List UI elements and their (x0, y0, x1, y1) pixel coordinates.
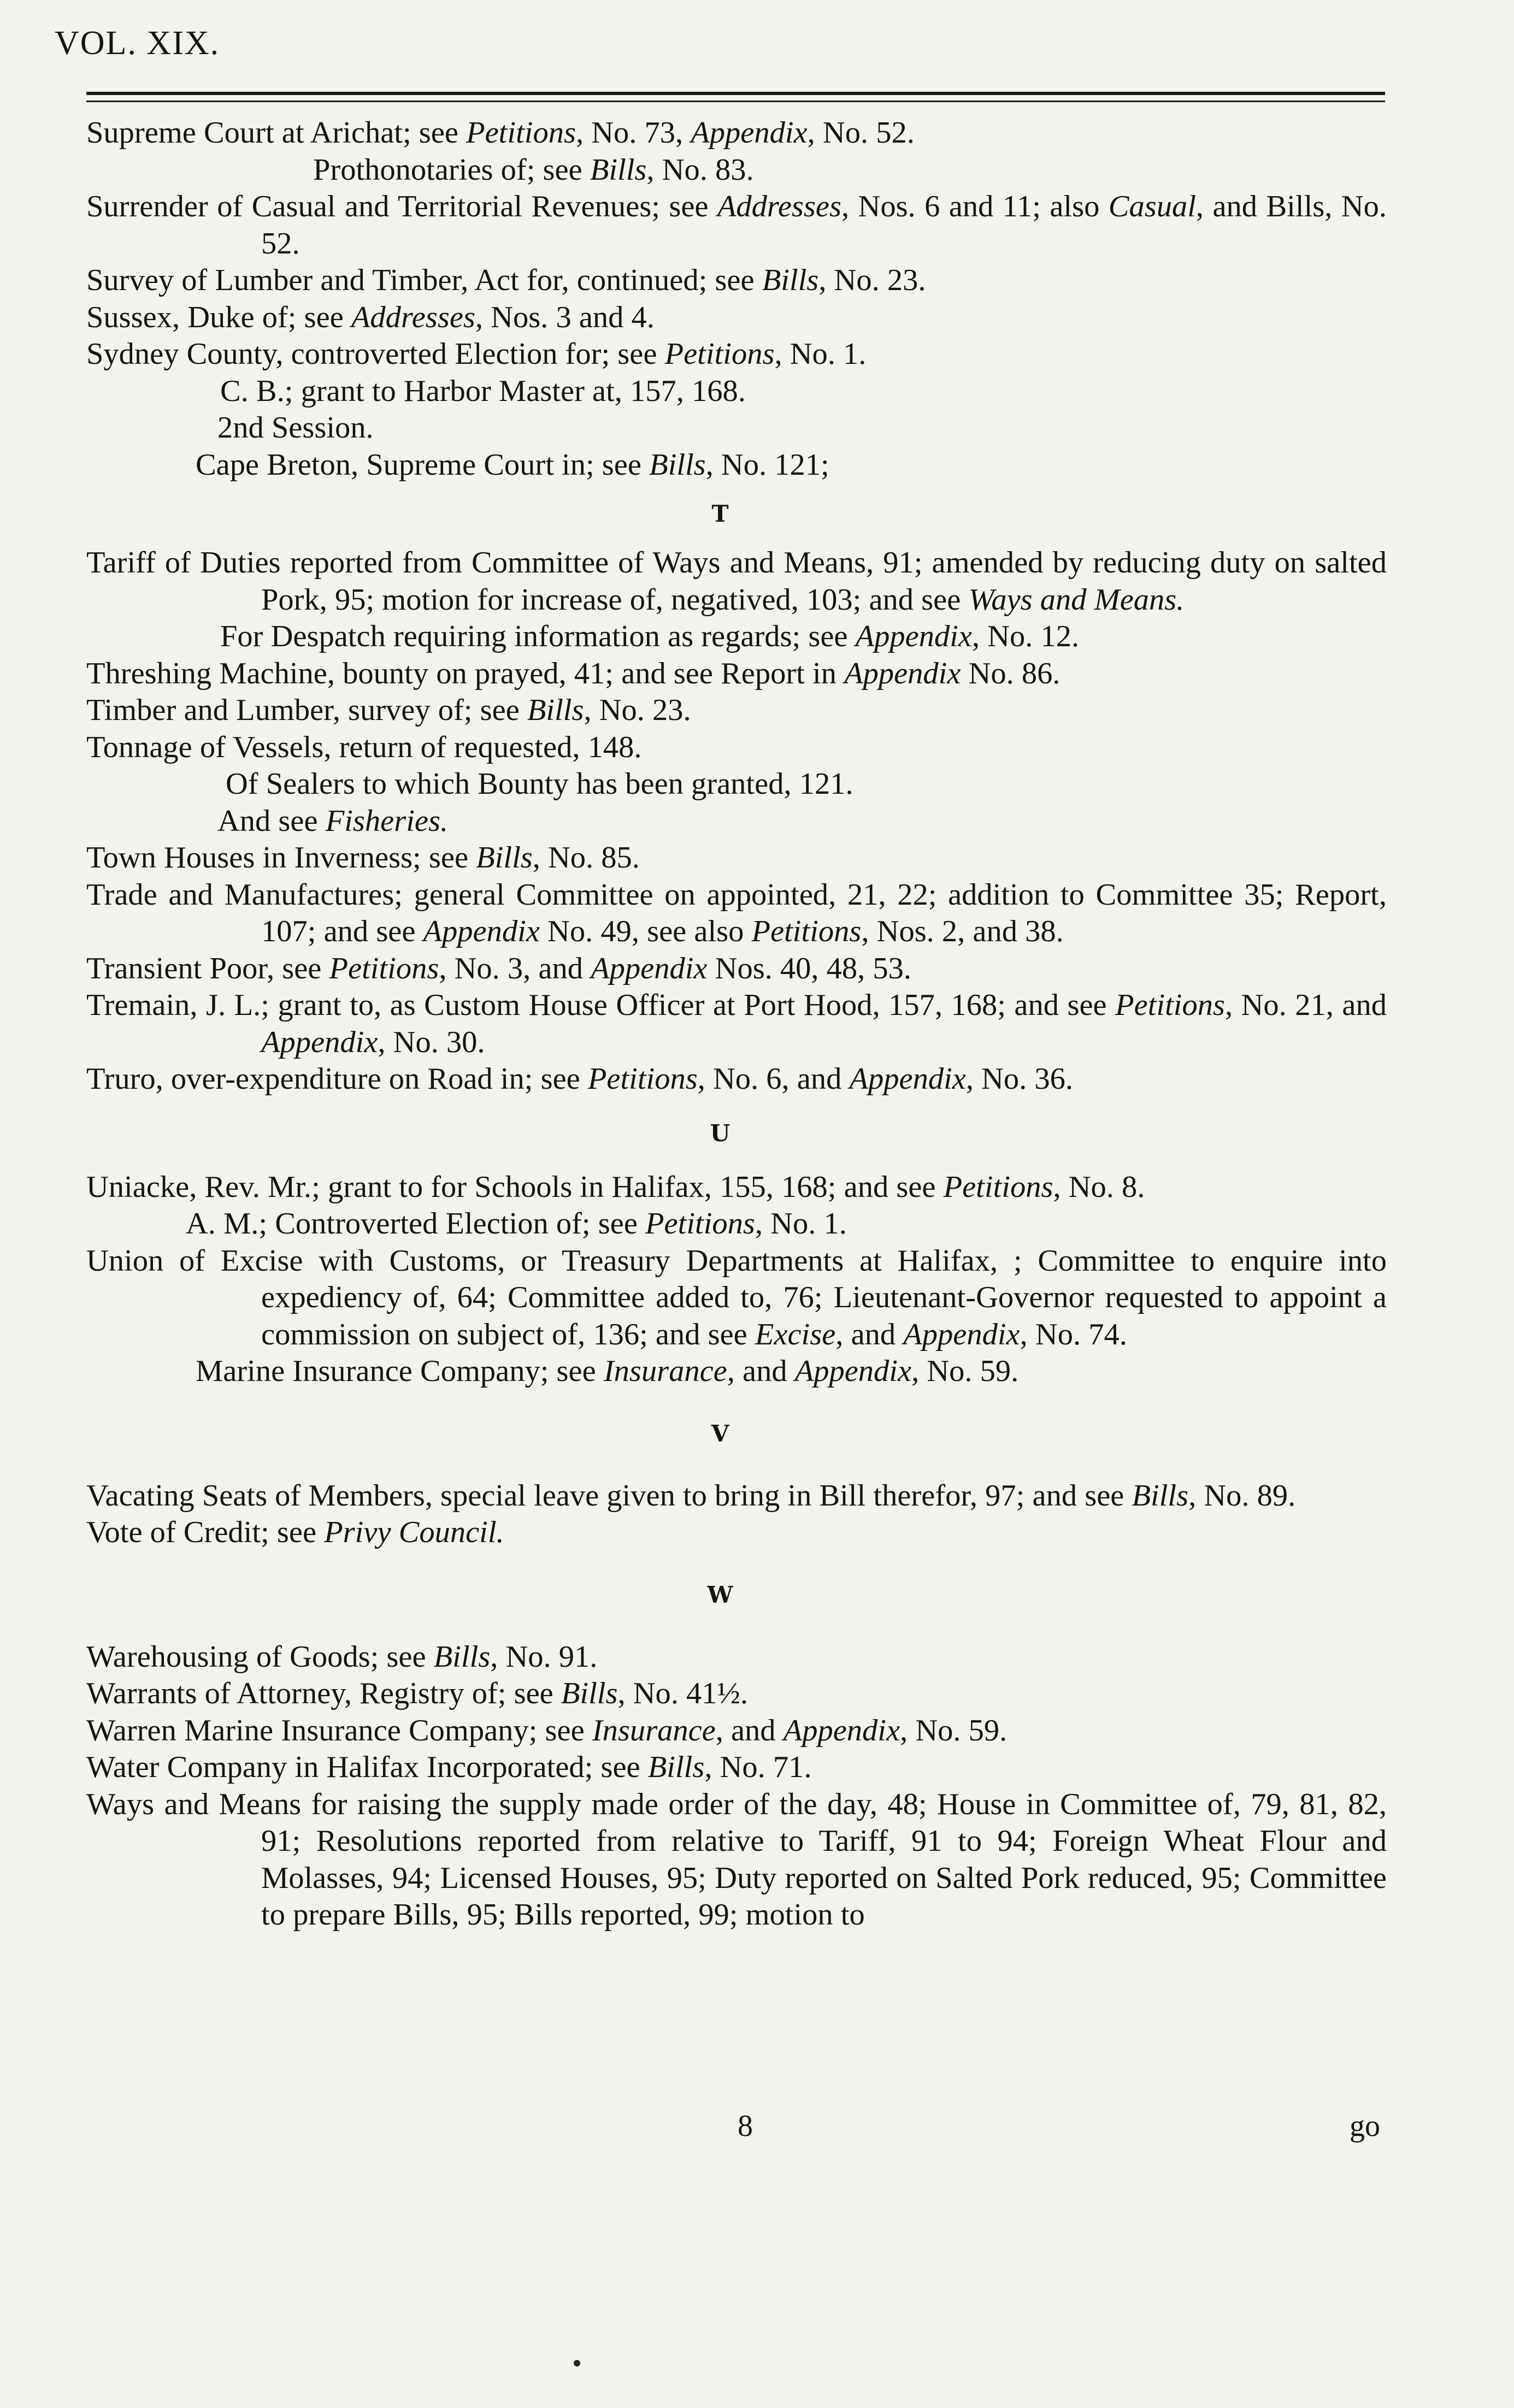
index-entry: Tremain, J. L.; grant to, as Custom House Officer at Port Hood, 157, 168; and see Petitions, No. 21, and Appendix, No. 30. (86, 988, 1387, 1059)
index-entry: Water Company in Halifax Incorporated; see Bills, No. 71. (86, 1750, 812, 1784)
index-subentry: 2nd Session. (217, 411, 374, 445)
index-entry: Town Houses in Inverness; see Bills, No. 85. (86, 841, 640, 875)
index-subentry: Of Sealers to which Bounty has been granted, 121. (226, 767, 853, 801)
index-subentry: For Despatch requiring information as regards; see Appendix, No. 12. (220, 619, 1080, 653)
index-entry: Ways and Means for raising the supply made order of the day, 48; House in Committee of, 79, 81, 82, 91; Resolutions reported from relative to Tariff, 91 to 94; Foreign Wheat Flour and Molasses, 94; Licensed Houses, 95; Duty reported on Salted Pork reduced, 95; Committee to prepare Bills, 95; Bills reported, 99; motion to (86, 1787, 1387, 1932)
index-entry: Transient Poor, see Petitions, No. 3, and Appendix Nos. 40, 48, 53. (86, 951, 912, 985)
index-entry: Sussex, Duke of; see Addresses, Nos. 3 and 4. (86, 300, 655, 334)
page-number: 8 (738, 2109, 753, 2143)
index-entry: Warrants of Attorney, Registry of; see Bills, No. 41½. (86, 1677, 749, 1710)
header-rule-thin (86, 101, 1385, 102)
index-entry: Warren Marine Insurance Company; see Insurance, and Appendix, No. 59. (86, 1713, 1008, 1748)
index-entry: Supreme Court at Arichat; see Petitions, No. 73, Appendix, No. 52. (86, 116, 915, 150)
index-entry: Vote of Credit; see Privy Council. (86, 1515, 504, 1549)
volume-header: VOL. XIX. (55, 25, 220, 62)
index-body (86, 115, 1387, 1934)
index-subentry: Marine Insurance Company; see Insurance, and Appendix, No. 59. (196, 1354, 1019, 1388)
index-entry: Timber and Lumber, survey of; see Bills, No. 23. (86, 693, 691, 727)
section-letter-u: U (710, 1119, 731, 1147)
index-entry: Trade and Manufactures; general Committee on appointed, 21, 22; addition to Committee 35; Report, 107; and see Appendix No. 49, see also Petitions, Nos. 2, and 38. (86, 877, 1387, 948)
index-entry: Threshing Machine, bounty on prayed, 41; and see Report in Appendix No. 86. (86, 656, 1061, 690)
index-entry: Tariff of Duties reported from Committee of Ways and Means, 91; amended by reducing duty on salted Pork, 95; motion for increase of, negatived, 103; and see Ways and Means. (86, 546, 1387, 617)
index-entry: Warehousing of Goods; see Bills, No. 91. (86, 1639, 598, 1674)
section-letter-v: V (711, 1420, 729, 1447)
ink-speck (574, 2360, 580, 2366)
section-letter-t: T (711, 500, 729, 527)
catchword: go (1350, 2109, 1380, 2143)
index-subentry: And see Fisheries. (217, 804, 449, 838)
section-letter-w: W (707, 1581, 733, 1608)
index-entry: Surrender of Casual and Territorial Revenues; see Addresses, Nos. 6 and 11; also Casual, and Bills, No. 52. (86, 190, 1387, 261)
index-entry: Uniacke, Rev. Mr.; grant to for Schools in Halifax, 155, 168; and see Petitions, No. 8. (86, 1170, 1145, 1204)
index-entry: Tonnage of Vessels, return of requested, 148. (86, 730, 642, 764)
index-entry: Truro, over-expenditure on Road in; see Petitions, No. 6, and Appendix, No. 36. (86, 1062, 1074, 1096)
header-rule-thick (86, 92, 1385, 95)
index-subentry: Prothonotaries of; see Bills, No. 83. (313, 152, 754, 187)
index-entry: Survey of Lumber and Timber, Act for, continued; see Bills, No. 23. (86, 263, 926, 297)
index-subentry: A. M.; Controverted Election of; see Petitions, No. 1. (186, 1207, 847, 1241)
index-subentry: C. B.; grant to Harbor Master at, 157, 168. (220, 374, 746, 408)
index-entry: Sydney County, controverted Election for; see Petitions, No. 1. (86, 337, 867, 371)
index-entry: Union of Excise with Customs, or Treasury Departments at Halifax, ; Committee to enquire into expediency of, 64; Committee added to, 76; Lieutenant-Governor requested to appoint a commission on subject of, 136; and see Excise, and Appendix, No. 74. (86, 1243, 1387, 1351)
index-subentry: Cape Breton, Supreme Court in; see Bills, No. 121; (196, 447, 829, 482)
index-entry: Vacating Seats of Members, special leave given to bring in Bill therefor, 97; and see Bills, No. 89. (86, 1478, 1296, 1513)
